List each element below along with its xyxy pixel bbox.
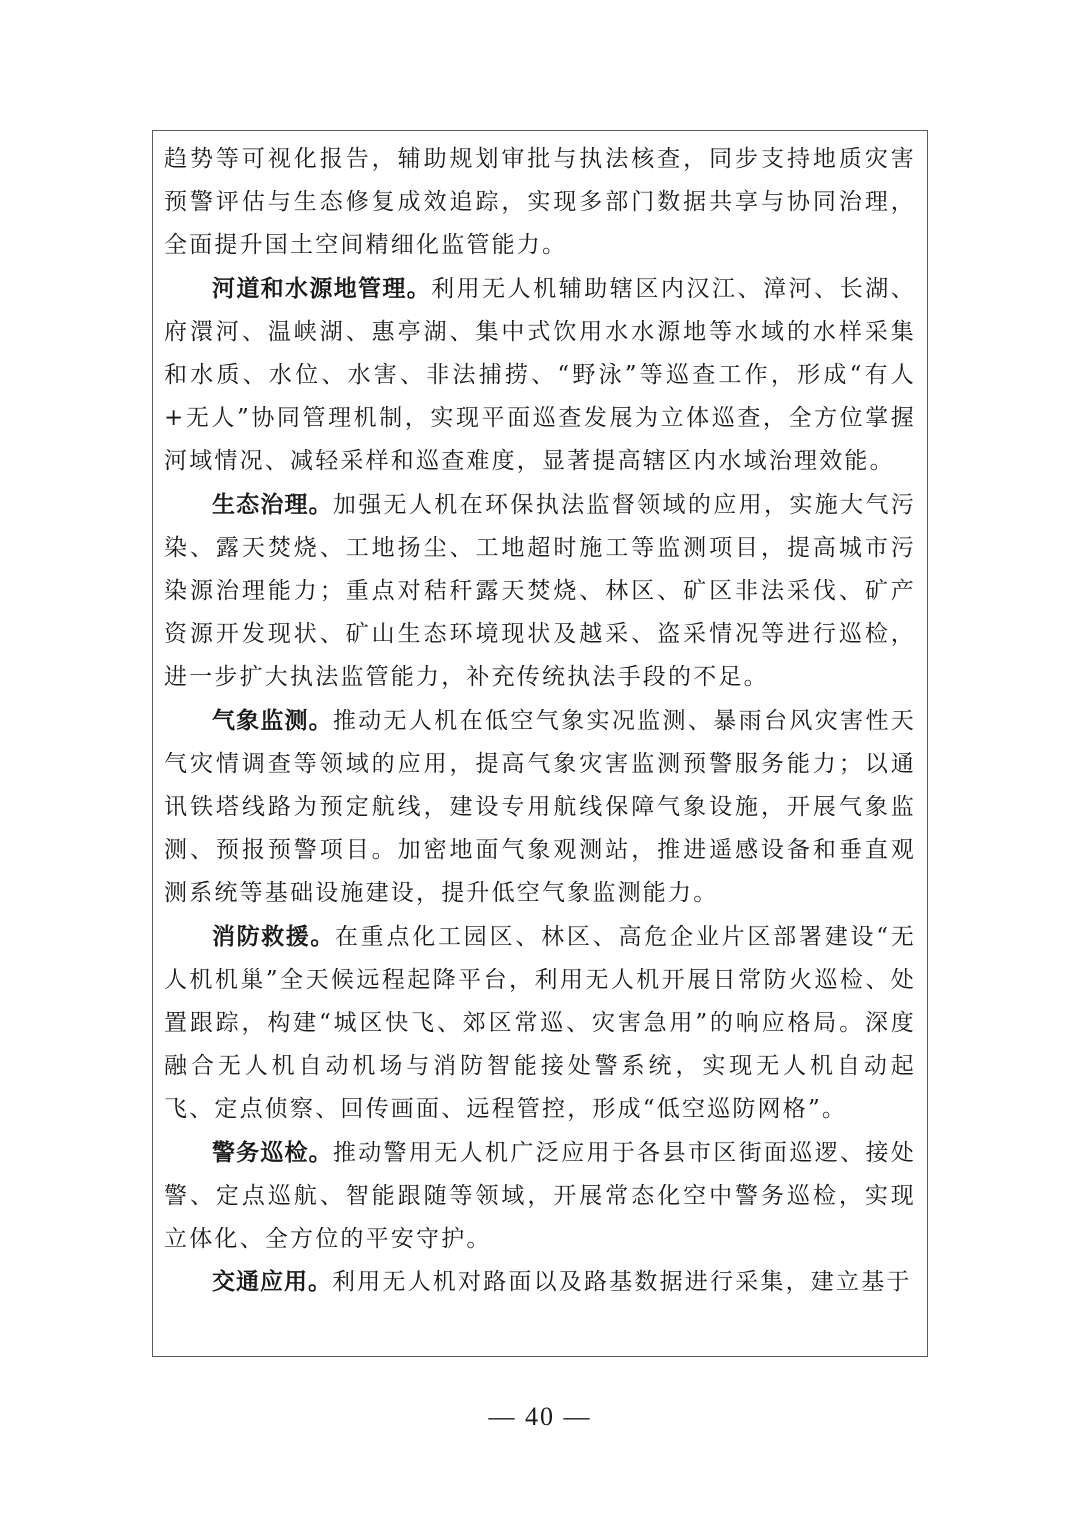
paragraph-heading: 河道和水源地管理。 <box>212 275 432 302</box>
paragraph-weather-monitoring <box>164 700 916 916</box>
paragraph-text: 推动无人机在低空气象实况监测、暴雨台风灾害性天气灾情调查等领域的应用，提高气象灾害监测预警服务能力；以通讯铁塔线路为预定航线，建设专用航线保障气象设施，开展气象监测、预报预警项目。加密地面气象观测站，推进遥感设备和垂直观测系统等基础设施建设，提升低空气象监测能力。 <box>164 707 917 907</box>
paragraph-traffic-application <box>164 1261 916 1304</box>
paragraph-river-management <box>164 268 916 484</box>
paragraph-heading: 生态治理。 <box>212 491 333 518</box>
paragraph-heading: 气象监测。 <box>212 707 333 734</box>
page-number: — 40 — <box>488 1402 592 1431</box>
paragraph-fire-rescue <box>164 916 916 1132</box>
paragraph-text: 在重点化工园区、林区、高危企业片区部署建设“无人机机巢”全天候远程起降平台，利用无人机开展日常防火巡检、处置跟踪，构建“城区快飞、郊区常巡、灾害急用”的响应格局。深度融合无人机自动机场与消防智能接处警系统，实现无人机自动起飞、定点侦察、回传画面、远程管控，形成“低空巡防网格”。 <box>164 923 917 1123</box>
body-text <box>164 138 916 1304</box>
paragraph-heading: 消防救援。 <box>212 923 335 950</box>
paragraph-heading: 警务巡检。 <box>212 1139 333 1166</box>
paragraph-text: 利用无人机辅助辖区内汉江、漳河、长湖、府澴河、温峡湖、惠亭湖、集中式饮用水水源地等水域的水样采集和水质、水位、水害、非法捕捞、“野泳”等巡查工作，形成“有人+无人”协同管理机制，实现平面巡查发展为立体巡查，全方位掌握河域情况、减轻采样和巡查难度，显著提高辖区内水域治理效能。 <box>164 275 916 475</box>
paragraph-text: 利用无人机对路面以及路基数据进行采集，建立基于 <box>332 1269 912 1296</box>
paragraph-police-patrol <box>164 1132 916 1262</box>
paragraph-text: 加强无人机在环保执法监督领域的应用，实施大气污染、露天焚烧、工地扬尘、工地超时施工等监测项目，提高城市污染源治理能力；重点对秸秆露天焚烧、林区、矿区非法采伐、矿产资源开发现状、矿山生态环境现状及越采、盗采情况等进行巡检，进一步扩大执法监管能力，补充传统执法手段的不足。 <box>164 491 917 691</box>
paragraph-1 <box>164 138 916 268</box>
paragraph-heading: 交通应用。 <box>212 1269 332 1296</box>
paragraph-text: 推动警用无人机广泛应用于各县市区街面巡逻、接处警、定点巡航、智能跟随等领域，开展常态化空中警务巡检，实现立体化、全方位的平安守护。 <box>164 1139 917 1253</box>
paragraph-text: 趋势等可视化报告，辅助规划审批与执法核查，同步支持地质灾害预警评估与生态修复成效追踪，实现多部门数据共享与协同治理，全面提升国土空间精细化监管能力。 <box>164 146 916 259</box>
paragraph-ecological-governance <box>164 484 916 700</box>
